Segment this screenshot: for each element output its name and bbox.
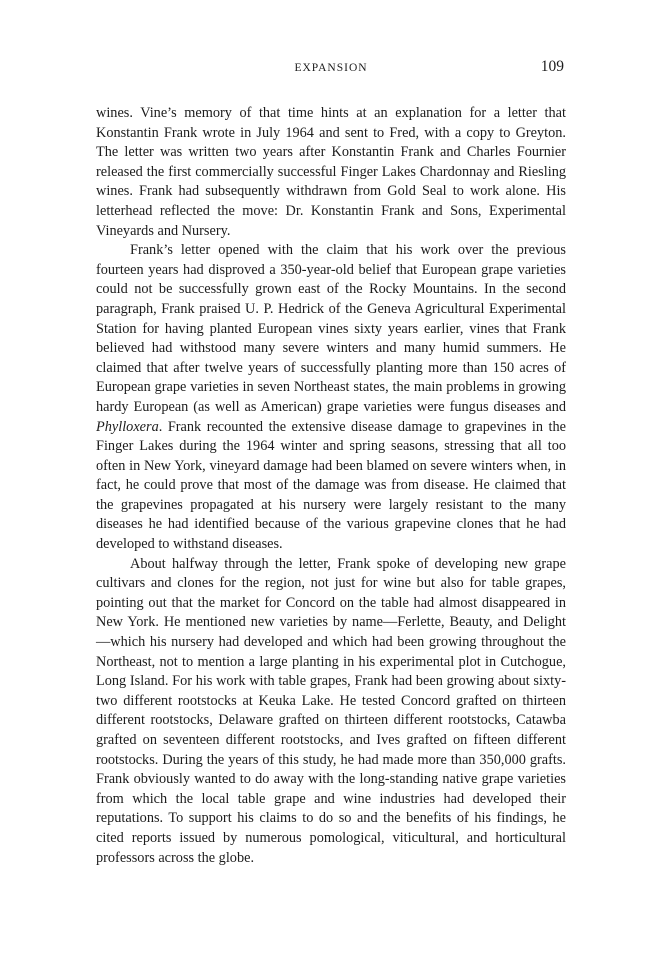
paragraph-2-italic-term: Phylloxera	[96, 418, 159, 435]
page-number: 109	[540, 58, 564, 75]
running-title: EXPANSION	[294, 62, 368, 74]
paragraph-1: wines. Vine’s memory of that time hints at an explanation for a letter that Konstantin Frank wrote in July 1964 and sent to Fred, with a copy to Greyton. The letter was written two years after Konstantin Frank and Charles Fournier released the first commercially successful Finger Lakes Chardonnay and Riesling wines. Frank had subsequently withdrawn from Gold Seal to work alone. His letterhead reflected the move: Dr. Konstantin Frank and Sons, Experimental Vineyards and Nursery.	[96, 105, 566, 239]
paragraph-2	[96, 241, 566, 555]
book-page	[96, 58, 566, 868]
paragraph-2-text-b: . Frank recounted the extensive disease damage to grapevines in the Finger Lakes during the 1964 winter and spring seasons, stressing that all too often in New York, vineyard damage had been blamed on severe winters when, in fact, he could prove that most of the damage was from disease. He claimed that the grapevines propagated at his nursery were largely resistant to the many diseases he had identified because of the various grapevine clones that he had developed to withstand diseases.	[96, 418, 566, 553]
paragraph-2-text-a: Frank’s letter opened with the claim that his work over the previous fourteen years had disproved a 350-year-old belief that European grape varieties could not be successfully grown east of the Rocky Mountains. In the second paragraph, Frank praised U. P. Hedrick of the Geneva Agricultural Experimental Station for having planted European vines sixty years earlier, vines that Frank believed had withstood many severe winters and many humid summers. He claimed that after twelve years of successfully planting more than 150 acres of European grape varieties in seven Northeast states, the main problems in growing hardy European (as well as American) grape varieties were fungus diseases and	[96, 242, 566, 415]
body-text	[96, 104, 566, 868]
paragraph-3: About halfway through the letter, Frank spoke of developing new grape cultivars and clones for the region, not just for wine but also for table grapes, pointing out that the market for Concord on the table had almost disappeared in New York. He mentioned new varieties by name—Ferlette, Beauty, and Delight—which his nursery had developed and which had been growing throughout the Northeast, not to mention a large planting in his experimental plot in Cutchogue, Long Island. For his work with table grapes, Frank had been growing about sixty-two different rootstocks at Keuka Lake. He tested Concord grafted on thirteen different rootstocks, Delaware grafted on thirteen different rootstocks, Catawba grafted on seventeen different rootstocks, and Ives grafted on fifteen different rootstocks. During the years of this study, he had made more than 350,000 grafts. Frank obviously wanted to do away with the long-standing native grape varieties from which the local table grape and wine industries had developed their reputations. To support his claims to do so and the benefits of his findings, he cited reports issued by numerous pomological, viticultural, and horticultural professors across the globe.	[96, 555, 566, 866]
running-head	[96, 58, 566, 82]
